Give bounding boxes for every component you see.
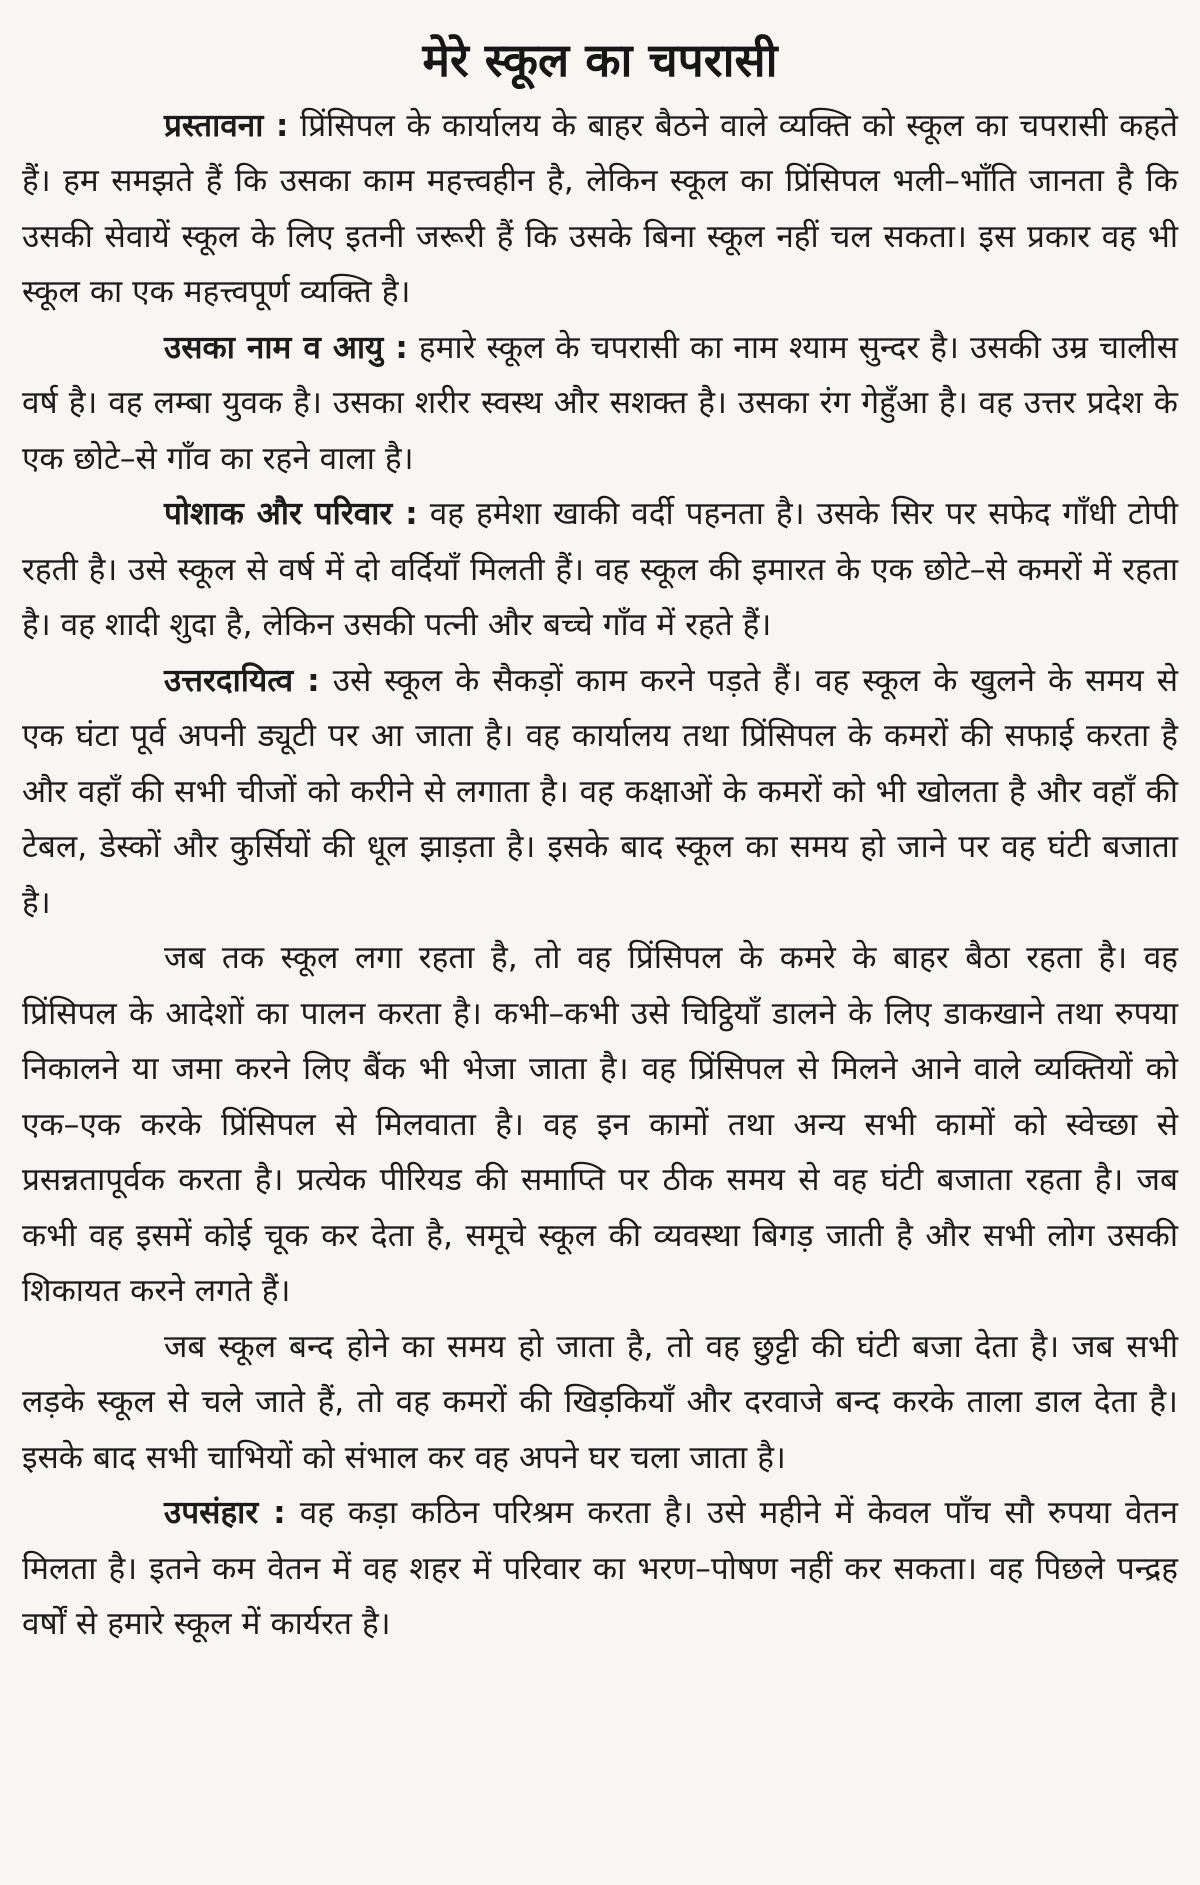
text-duties-during-school: जब तक स्कूल लगा रहता है, तो वह प्रिंसिपल के कमरे के बाहर बैठा रहता है। वह प्रिंसिपल के आदेशों का पालन करता है। कभी–कभी उसे चिट्ठियाँ डालने के लिए डाकखाने तथा रुपया निकालने या जमा करने लिए बैंक भी भेजा जाता है। वह प्रिंसिपल से मिलने आने वाले व्यक्तियों को एक–एक करके प्रिंसिपल से मिलवाता है। वह इन कामों तथा अन्य सभी कामों को स्वेच्छा से प्रसन्नतापूर्वक करता है। प्रत्येक पीरियड की समाप्ति पर ठीक समय से वह घंटी बजाता रहता है। जब कभी वह इसमें कोई चूक कर देता है, समूचे स्कूल की व्यवस्था बिगड़ जाती है और सभी लोग उसकी शिकायत करने लगते हैं। bbox=[22, 940, 1178, 1310]
paragraph-conclusion bbox=[22, 1486, 1178, 1653]
paragraph-duties bbox=[22, 654, 1178, 932]
paragraph-intro bbox=[22, 99, 1178, 321]
text-name-age: हमारे स्कूल के चपरासी का नाम श्याम सुन्दर है। उसकी उम्र चालीस वर्ष है। वह लम्बा युवक है। उसका शरीर स्वस्थ और सशक्त है। उसका रंग गेहुँआ है। वह उत्तर प्रदेश के एक छोटे–से गाँव का रहने वाला है। bbox=[22, 329, 1178, 477]
paragraph-name-age bbox=[22, 321, 1178, 488]
heading-intro: प्रस्तावना : bbox=[164, 107, 289, 144]
text-closing-time: जब स्कूल बन्द होने का समय हो जाता है, तो वह छुट्टी की घंटी बजा देता है। जब सभी लड़के स्कूल से चले जाते हैं, तो वह कमरों की खिड़कियाँ और दरवाजे बन्द करके ताला डाल देता है। इसके बाद सभी चाभियों को संभाल कर वह अपने घर चला जाता है। bbox=[22, 1328, 1178, 1476]
text-conclusion: वह कड़ा कठिन परिश्रम करता है। उसे महीने में केवल पाँच सौ रुपया वेतन मिलता है। इतने कम वेतन में वह शहर में परिवार का भरण–पोषण नहीं कर सकता। वह पिछले पन्द्रह वर्षों से हमारे स्कूल में कार्यरत है। bbox=[22, 1495, 1179, 1643]
heading-conclusion: उपसंहार : bbox=[164, 1495, 286, 1532]
text-intro: प्रिंसिपल के कार्यालय के बाहर बैठने वाले व्यक्ति को स्कूल का चपरासी कहते हैं। हम समझते हैं कि उसका काम महत्त्वहीन है, लेकिन स्कूल का प्रिंसिपल भली–भाँति जानता है कि उसकी सेवायें स्कूल के लिए इतनी जरूरी हैं कि उसके बिना स्कूल नहीं चल सकता। इस प्रकार वह भी स्कूल का एक महत्त्वपूर्ण व्यक्ति है। bbox=[22, 107, 1179, 311]
paragraph-duties-during-school bbox=[22, 931, 1178, 1320]
heading-name-age: उसका नाम व आयु : bbox=[164, 329, 408, 366]
paragraph-closing-time bbox=[22, 1320, 1178, 1487]
essay-title: मेरे स्कूल का चपरासी bbox=[422, 33, 778, 87]
heading-dress-family: पोशाक और परिवार : bbox=[164, 496, 418, 533]
paragraph-dress-family bbox=[22, 487, 1178, 654]
text-duties: उसे स्कूल के सैकड़ों काम करने पड़ते हैं। वह स्कूल के खुलने के समय से एक घंटा पूर्व अपनी ड्यूटी पर आ जाता है। वह कार्यालय तथा प्रिंसिपल के कमरों की सफाई करता है और वहाँ की सभी चीजों को करीने से लगाता है। वह कक्षाओं के कमरों को भी खोलता है और वहाँ की टेबल, डेस्कों और कुर्सियों की धूल झाड़ता है। इसके बाद स्कूल का समय हो जाने पर वह घंटी बजाता है। bbox=[22, 662, 1178, 921]
text-dress-family: वह हमेशा खाकी वर्दी पहनता है। उसके सिर पर सफेद गाँधी टोपी रहती है। उसे स्कूल से वर्ष में दो वर्दियाँ मिलती हैं। वह स्कूल की इमारत के एक छोटे–से कमरों में रहता है। वह शादी शुदा है, लेकिन उसकी पत्नी और बच्चे गाँव में रहते हैं। bbox=[22, 496, 1178, 644]
heading-duties: उत्तरदायित्व : bbox=[164, 662, 320, 699]
